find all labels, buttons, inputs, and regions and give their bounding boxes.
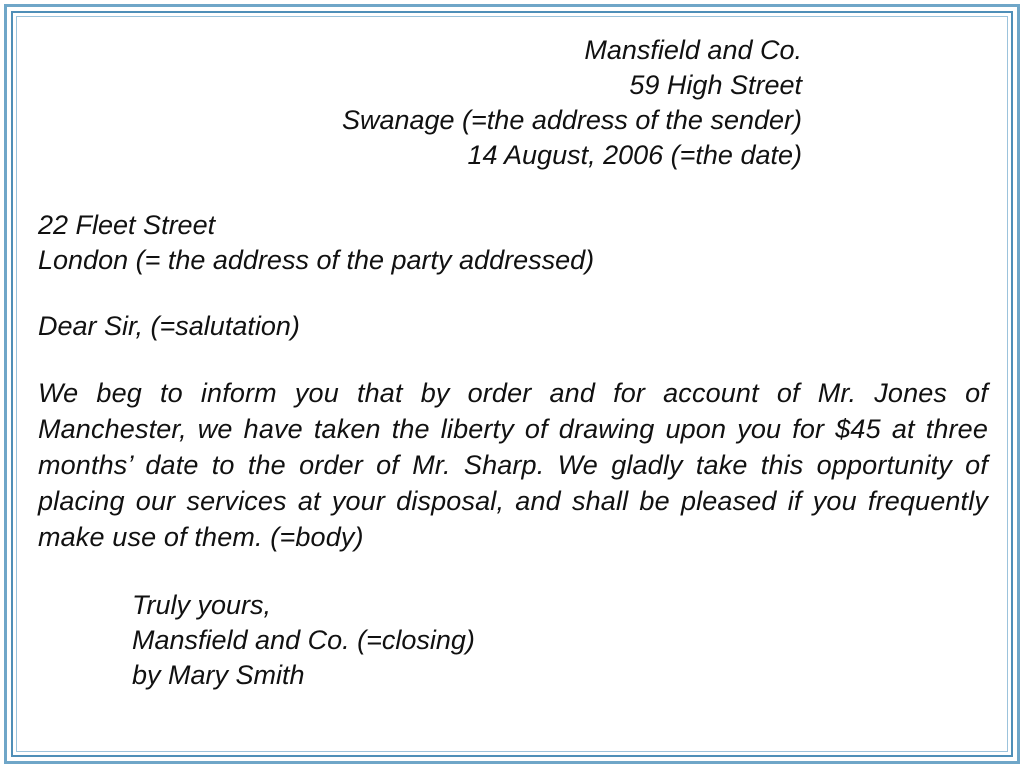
recipient-address-block xyxy=(38,208,594,278)
sender-town: Swanage (=the address of the sender) xyxy=(341,105,802,135)
sender-address-block xyxy=(342,33,802,173)
closing-phrase: Truly yours, xyxy=(132,590,272,620)
closing-company: Mansfield and Co. (=closing) xyxy=(132,625,475,655)
salutation: Dear Sir, (=salutation) xyxy=(38,311,300,341)
closing-signatory: by Mary Smith xyxy=(132,660,305,690)
letter-body: We beg to inform you that by order and for account of Mr. Jones of Manchester, we have taken the liberty of drawing upon you for $45 at three months’ date to the order of Mr. Sharp. We gladly take this opportunity of placing our services at your disposal, and shall be pleased if you frequently make use of them. (=body) xyxy=(38,378,988,552)
recipient-street: 22 Fleet Street xyxy=(38,210,216,240)
sender-street: 59 High Street xyxy=(629,70,802,100)
sender-company: Mansfield and Co. xyxy=(584,35,802,65)
recipient-city: London (= the address of the party addressed) xyxy=(38,245,595,275)
letter-date: 14 August, 2006 (=the date) xyxy=(467,140,802,170)
closing-block xyxy=(132,588,475,693)
